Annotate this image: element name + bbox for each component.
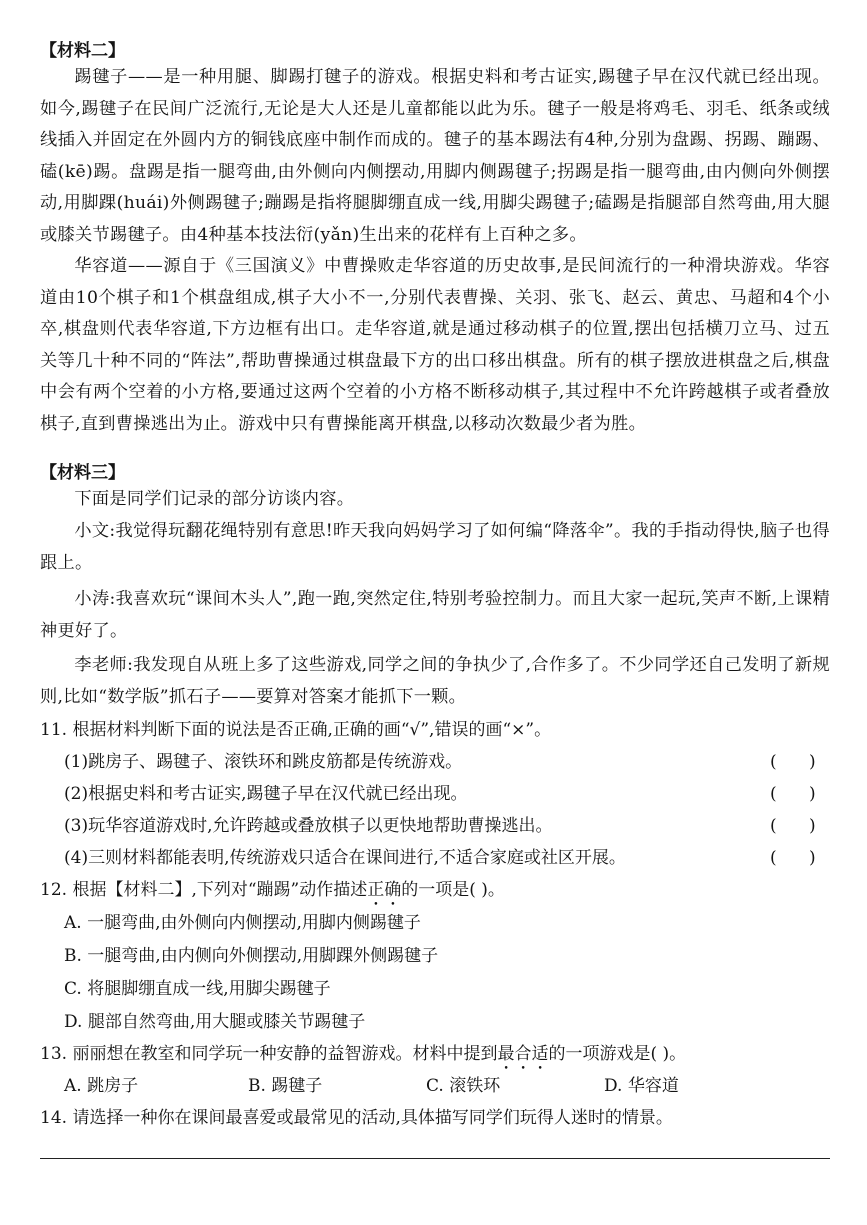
question-12-stem [40, 878, 830, 910]
answer-paren-11-3[interactable]: ( ) [770, 816, 816, 836]
interview-teacher: 李老师:我发现自从班上多了这些游戏,同学之间的争执少了,合作多了。不少同学还自己发明了新规则,比如“数学版”抓石子——要算对答案才能抓下一颗。 [40, 655, 830, 707]
question-12-stem-part-a: 12. 根据【材料二】,下列对“蹦踢”动作描述 [40, 880, 368, 900]
question-13-option-b[interactable]: B. 踢毽子 [248, 1076, 323, 1096]
answer-paren-11-4[interactable]: ( ) [770, 848, 816, 868]
question-12-option-c[interactable]: C. 将腿脚绷直成一线,用脚尖踢毽子 [64, 979, 331, 999]
interview-xiaowen: 小文:我觉得玩翻花绳特别有意思!昨天我向妈妈学习了如何编“降落伞”。我的手指动得快,脑子也得跟上。 [40, 521, 830, 573]
question-12-option-d[interactable]: D. 腿部自然弯曲,用大腿或膝关节踢毽子 [64, 1012, 366, 1032]
question-12-stem-part-b: 的一项是( )。 [401, 880, 505, 900]
question-13-stem-part-a: 13. 丽丽想在教室和同学玩一种安静的益智游戏。材料中提到 [40, 1044, 498, 1064]
question-13-option-c[interactable]: C. 滚铁环 [426, 1076, 501, 1096]
material2-heading: 【材料二】 [40, 41, 125, 61]
material3-heading: 【材料三】 [40, 463, 125, 483]
question-11-item-2: (2)根据史料和考古证实,踢毽子早在汉代就已经出现。 [64, 784, 468, 804]
question-13-stem [40, 1042, 830, 1074]
answer-paren-11-1[interactable]: ( ) [770, 752, 816, 772]
question-11-item-1: (1)跳房子、踢毽子、滚铁环和跳皮筋都是传统游戏。 [64, 752, 463, 772]
question-12-option-b[interactable]: B. 一腿弯曲,由内侧向外侧摆动,用脚踝外侧踢毽子 [64, 946, 439, 966]
material2-jianzi-paragraph: 踢毽子——是一种用腿、脚踢打毽子的游戏。根据史料和考古证实,踢毽子早在汉代就已经出现。如今,踢毽子在民间广泛流行,无论是大人还是儿童都能以此为乐。毽子一般是将鸡毛、羽毛、纸条或绒线插入并固定在外圆内方的铜钱底座中制作而成的。毽子的基本踢法有4种,分别为盘踢、拐踢、蹦踢、磕(kē)踢。盘踢是指一腿弯曲,由外侧向内侧摆动,用脚内侧踢毽子;拐踢是指一腿弯曲,由内侧向外侧摆动,用脚踝(huái)外侧踢毽子;蹦踢是指将腿脚绷直成一线,用脚尖踢毽子;磕踢是指腿部自然弯曲,用大腿或膝关节踢毽子。由4种基本技法衍(yǎn)生出来的花样有上百种之多。 [40, 67, 830, 245]
answer-writing-line[interactable] [40, 1158, 830, 1159]
question-11-item-3: (3)玩华容道游戏时,允许跨越或叠放棋子以更快地帮助曹操逃出。 [64, 816, 553, 836]
question-11-stem: 11. 根据材料判断下面的说法是否正确,正确的画“√”,错误的画“×”。 [40, 720, 552, 740]
question-12-option-a[interactable]: A. 一腿弯曲,由外侧向内侧摆动,用脚内侧踢毽子 [64, 913, 421, 933]
answer-paren-11-2[interactable]: ( ) [770, 784, 816, 804]
material3-intro: 下面是同学们记录的部分访谈内容。 [74, 489, 355, 509]
question-13-option-d[interactable]: D. 华容道 [604, 1076, 679, 1096]
question-12-emphasis: 正确 [367, 880, 402, 900]
question-13-stem-part-b: 的一项游戏是( )。 [548, 1044, 687, 1064]
question-14-stem: 14. 请选择一种你在课间最喜爱或最常见的活动,具体描写同学们玩得人迷时的情景。 [40, 1108, 673, 1128]
question-13-option-a[interactable]: A. 跳房子 [64, 1076, 139, 1096]
question-13-emphasis: 最合适 [497, 1044, 549, 1064]
question-11-item-4: (4)三则材料都能表明,传统游戏只适合在课间进行,不适合家庭或社区开展。 [64, 848, 626, 868]
material2-huarongdao-paragraph: 华容道——源自于《三国演义》中曹操败走华容道的历史故事,是民间流行的一种滑块游戏。华容道由10个棋子和1个棋盘组成,棋子大小不一,分别代表曹操、关羽、张飞、赵云、黄忠、马超和4个小卒,棋盘则代表华容道,下方边框有出口。走华容道,就是通过移动棋子的位置,摆出包括横刀立马、过五关等几十种不同的“阵法”,帮助曹操通过棋盘最下方的出口移出棋盘。所有的棋子摆放进棋盘之后,棋盘中会有两个空着的小方格,要通过这两个空着的小方格不断移动棋子,其过程中不允许跨越棋子或者叠放棋子,直到曹操逃出为止。游戏中只有曹操能离开棋盘,以移动次数最少者为胜。 [40, 256, 830, 434]
interview-xiaotao: 小涛:我喜欢玩“课间木头人”,跑一跑,突然定住,特别考验控制力。而且大家一起玩,笑声不断,上课精神更好了。 [40, 589, 830, 641]
